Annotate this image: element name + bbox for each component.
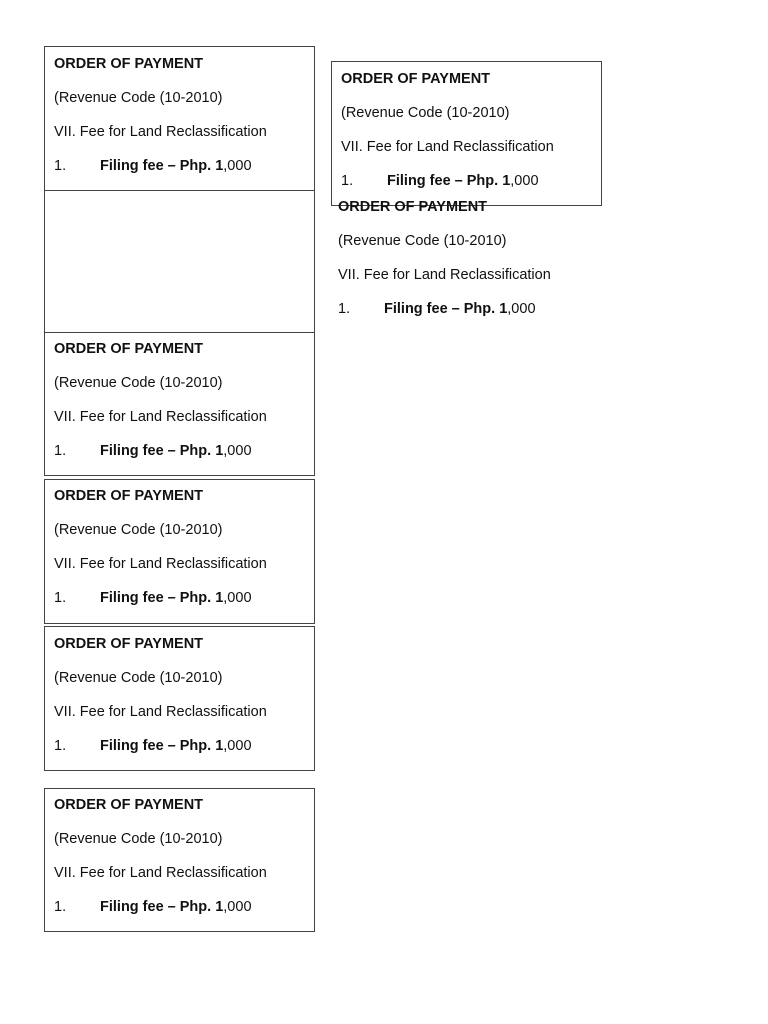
item-number: 1. bbox=[54, 158, 67, 174]
item-label: Filing fee – Php. 1 bbox=[100, 738, 224, 754]
item-amount: ,000 bbox=[223, 899, 252, 915]
item-amount: ,000 bbox=[223, 590, 252, 606]
fee-item bbox=[54, 899, 267, 916]
left-column-box-empty bbox=[44, 190, 315, 333]
item-label: Filing fee – Php. 1 bbox=[100, 158, 224, 174]
item-number: 1. bbox=[54, 443, 67, 459]
item-label: Filing fee – Php. 1 bbox=[384, 301, 508, 317]
fee-item bbox=[54, 158, 267, 175]
item-number: 1. bbox=[54, 590, 67, 606]
item-label: Filing fee – Php. 1 bbox=[100, 443, 224, 459]
fee-section: VII. Fee for Land Reclassification bbox=[341, 139, 554, 155]
item-number: 1. bbox=[341, 173, 354, 189]
revenue-code: (Revenue Code (10-2010) bbox=[54, 522, 223, 538]
revenue-code: (Revenue Code (10-2010) bbox=[341, 105, 510, 121]
order-of-payment-slip bbox=[45, 335, 276, 477]
item-amount: ,000 bbox=[510, 173, 539, 189]
item-label: Filing fee – Php. 1 bbox=[100, 899, 224, 915]
fee-item bbox=[338, 301, 551, 318]
order-of-payment-slip bbox=[45, 791, 276, 933]
order-of-payment-slip bbox=[45, 482, 276, 624]
revenue-code: (Revenue Code (10-2010) bbox=[54, 670, 223, 686]
slip-title: ORDER OF PAYMENT bbox=[338, 199, 488, 215]
order-of-payment-slip bbox=[45, 50, 276, 192]
order-of-payment-slip bbox=[329, 193, 560, 335]
item-amount: ,000 bbox=[507, 301, 536, 317]
item-label: Filing fee – Php. 1 bbox=[387, 173, 511, 189]
item-number: 1. bbox=[54, 738, 67, 754]
fee-section: VII. Fee for Land Reclassification bbox=[54, 409, 267, 425]
slip-title: ORDER OF PAYMENT bbox=[54, 341, 204, 357]
slip-title: ORDER OF PAYMENT bbox=[341, 71, 491, 87]
slip-title: ORDER OF PAYMENT bbox=[54, 488, 204, 504]
revenue-code: (Revenue Code (10-2010) bbox=[54, 831, 223, 847]
revenue-code: (Revenue Code (10-2010) bbox=[338, 233, 507, 249]
slip-title: ORDER OF PAYMENT bbox=[54, 797, 204, 813]
fee-section: VII. Fee for Land Reclassification bbox=[54, 124, 267, 140]
fee-item bbox=[54, 443, 267, 460]
fee-item bbox=[54, 590, 267, 607]
item-number: 1. bbox=[338, 301, 351, 317]
order-of-payment-slip bbox=[332, 65, 563, 207]
item-amount: ,000 bbox=[223, 443, 252, 459]
revenue-code: (Revenue Code (10-2010) bbox=[54, 375, 223, 391]
revenue-code: (Revenue Code (10-2010) bbox=[54, 90, 223, 106]
fee-item bbox=[341, 173, 554, 190]
fee-item bbox=[54, 738, 267, 755]
item-amount: ,000 bbox=[223, 738, 252, 754]
item-number: 1. bbox=[54, 899, 67, 915]
slip-title: ORDER OF PAYMENT bbox=[54, 56, 204, 72]
fee-section: VII. Fee for Land Reclassification bbox=[338, 267, 551, 283]
fee-section: VII. Fee for Land Reclassification bbox=[54, 704, 267, 720]
item-label: Filing fee – Php. 1 bbox=[100, 590, 224, 606]
fee-section: VII. Fee for Land Reclassification bbox=[54, 865, 267, 881]
item-amount: ,000 bbox=[223, 158, 252, 174]
slip-title: ORDER OF PAYMENT bbox=[54, 636, 204, 652]
order-of-payment-slip bbox=[45, 630, 276, 772]
fee-section: VII. Fee for Land Reclassification bbox=[54, 556, 267, 572]
